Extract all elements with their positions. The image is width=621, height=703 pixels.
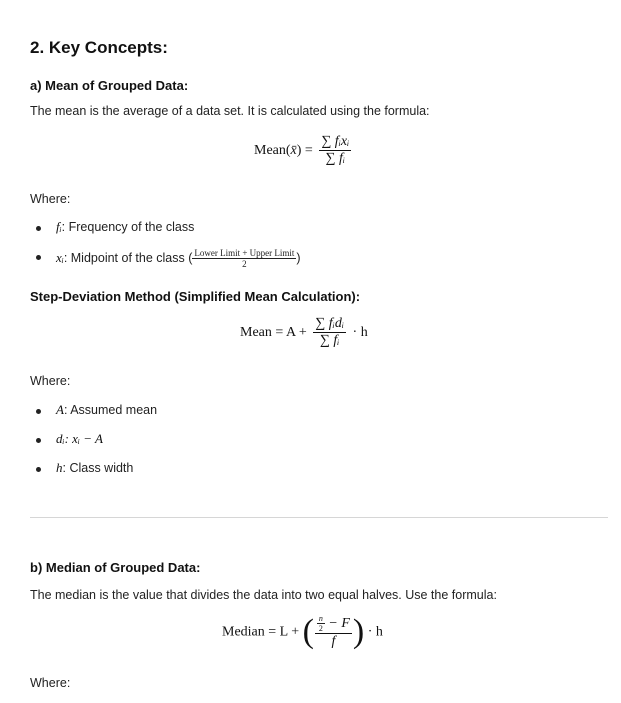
midpoint-numerator: Lower Limit + Upper Limit <box>194 248 295 258</box>
mean-formula-lhs: Mean( <box>254 142 291 158</box>
bullet <box>36 438 41 443</box>
median-formula-lhs: Median = L + <box>222 624 300 640</box>
median-heading: b) Median of Grouped Data: <box>30 560 201 575</box>
mean-formula-numerator: ∑ fᵢxᵢ <box>319 134 351 151</box>
median-n: n <box>318 614 323 623</box>
mean-intro: The mean is the average of a data set. It is calculated using the formula: <box>30 104 430 118</box>
mean-formula <box>254 134 354 167</box>
step-item-class-width <box>56 460 133 476</box>
mean-formula-lhs-close: ) = <box>296 142 313 158</box>
step-formula-denominator: ∑ fᵢ <box>319 333 340 349</box>
left-paren: ( <box>302 613 314 651</box>
step-deviation-heading: Step-Deviation Method (Simplified Mean Calculation): <box>30 289 361 304</box>
right-paren: ) <box>352 613 365 651</box>
step-formula-fraction <box>313 316 346 349</box>
section-divider <box>30 517 608 518</box>
mean-formula-var: x̄ <box>290 142 297 158</box>
median-formula-tail: · h <box>367 624 383 640</box>
step-formula-lhs: Mean = A + <box>240 324 307 340</box>
mean-where-label: Where: <box>30 192 71 206</box>
step-item-deviation <box>56 431 103 447</box>
median-two: 2 <box>318 624 323 634</box>
bullet <box>36 226 41 231</box>
step-item-symbol: A <box>56 402 64 417</box>
mean-formula-denominator: ∑ fᵢ <box>325 151 346 167</box>
median-intro: The median is the value that divides the data into two equal halves. Use the formula: <box>30 588 497 602</box>
median-formula <box>222 614 383 650</box>
step-item-text: : xᵢ − A <box>64 431 103 446</box>
section-title: 2. Key Concepts: <box>30 38 168 57</box>
mean-item-midpoint <box>56 248 301 270</box>
step-formula-numerator: ∑ fᵢdᵢ <box>313 316 346 333</box>
median-formula-numerator <box>315 614 352 634</box>
bullet <box>36 409 41 414</box>
step-item-symbol: h <box>56 460 63 475</box>
bullet <box>36 255 41 260</box>
mean-item-frequency <box>56 219 194 235</box>
step-item-text: : Assumed mean <box>63 403 158 417</box>
mean-heading: a) Mean of Grouped Data: <box>30 78 189 93</box>
step-formula-tail: · h <box>352 324 368 340</box>
step-item-assumed-mean <box>56 402 157 418</box>
step-item-symbol: dᵢ <box>56 431 65 446</box>
step-item-text: : Class width <box>62 461 134 475</box>
median-where-label: Where: <box>30 676 71 690</box>
median-formula-denominator: f <box>331 634 336 650</box>
step-deviation-formula <box>240 316 368 349</box>
median-minus-F: − F <box>328 615 350 631</box>
mean-item-symbol: fᵢ <box>56 219 62 234</box>
midpoint-fraction <box>192 248 296 270</box>
mean-item-symbol: xᵢ <box>56 250 64 266</box>
mean-formula-fraction <box>319 134 351 167</box>
midpoint-close: ) <box>296 251 301 266</box>
mean-item-text: : Midpoint of the class ( <box>63 251 193 266</box>
median-formula-fraction <box>315 614 352 650</box>
step-where-label: Where: <box>30 374 71 388</box>
bullet <box>36 467 41 472</box>
median-n-over-2 <box>317 614 325 633</box>
mean-item-text: : Frequency of the class <box>61 220 195 234</box>
midpoint-denominator: 2 <box>242 259 247 270</box>
